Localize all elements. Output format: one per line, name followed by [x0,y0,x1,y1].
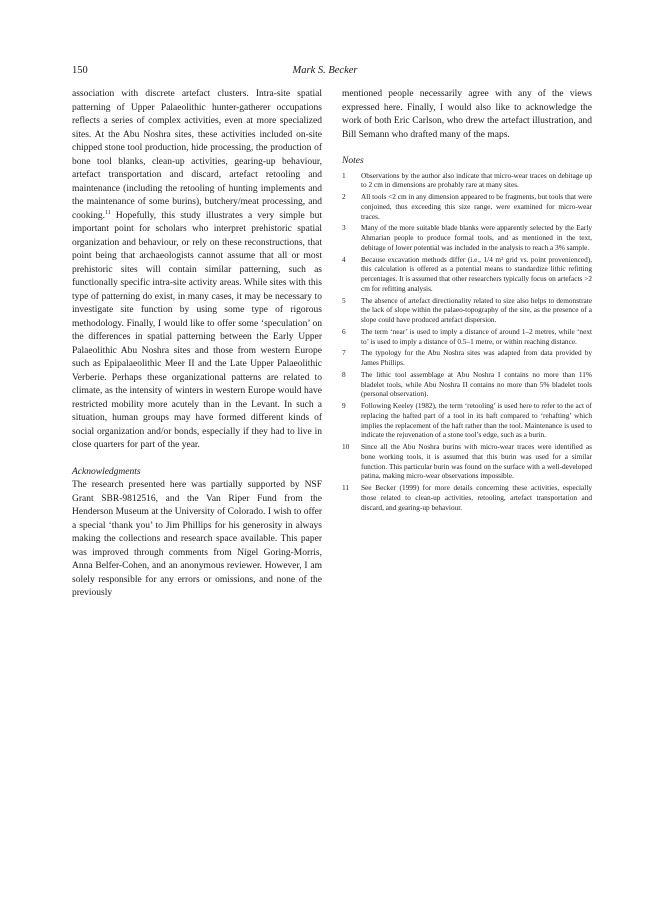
note-item [342,348,592,368]
page-number: 150 [72,65,88,76]
note-item [342,192,592,221]
note-number: 1 [342,170,346,180]
note-number: 5 [342,295,346,305]
running-head: Mark S. Becker [292,65,358,76]
acknowledgments-text-cont: mentioned people necessarily agree with any of the views expressed here. Finally, I would also like to acknowledge the work of both Eric Carlson, who drew the artefact illustration, and Bill Semann who drafted many of the maps. [342,89,592,140]
note-text: See Becker (1999) for more details concerning these activities, especially those related to clean-up activities, retooling, artefact transportation and discard, and gearing-up behaviour. [361,483,592,512]
note-text: All tools <2 cm in any dimension appeared to be fragments, but tools that were conjoined, thus exceeding this size range, were examined for micro-wear traces. [361,192,592,221]
note-item [342,442,592,481]
note-number: 10 [342,442,350,451]
note-text: Observations by the author also indicate that micro-wear traces on debitage up to 2 cm in dimensions are probably rare at many sites. [361,170,592,190]
note-number: 4 [342,254,346,264]
note-text: The typology for the Abu Noshra sites was adapted from data provided by James Phillips. [361,348,592,367]
notes-heading: Notes [342,156,364,166]
footnote-ref[interactable]: 11 [104,209,111,216]
note-item [342,483,592,512]
note-text: Since all the Abu Noshra burins with micro-wear traces were identified as bone working tools, it is assumed that this burin was used for a similar function. This particular burin was found on the surface with a well-developed patina, making micro-wear observations impossible. [361,442,592,481]
note-item [342,171,592,191]
note-item [342,401,592,440]
note-text: The absence of artefact directionality related to size also helps to demonstrate the lack of slope within the palaeo-topography of the site, as the presence of a slope could have produced artefact dispersion. [361,295,592,324]
note-number: 3 [342,223,346,233]
note-item [342,223,592,252]
note-text: Many of the more suitable blade blanks were apparently selected by the Early Ahmarian people to produce formal tools, and as mentioned in the text, debitage of lower potential was included in the analysis to reach a 3% sample. [361,223,592,252]
note-text: The lithic tool assemblage at Abu Noshra I contains no more than 11% bladelet tools, while Abu Noshra II contains no more than 5% bladelet tools (personal observation). [361,369,592,399]
notes-list [342,171,592,513]
note-text: Following Keeley (1982), the term ‘retooling’ is used here to refer to the act of replacing the hafted part of a tool in its haft compared to ‘rehafting’ which implies the replacement of the haft rather than the tool. Maintenance is used to indicate the rejuvenation of a stone tool’s edge, such as a burin. [361,401,592,440]
note-number: 9 [342,401,346,410]
page-header [72,65,578,79]
note-number: 6 [342,326,346,336]
note-item [342,255,592,294]
right-column [342,88,592,512]
body-text-cont: Hopefully, this study illustrates a very simple but important point for scholars who interpret prehistoric spatial organization and behaviour, or rely on these reconstructions, that point being that archaeologists cannot assume that all or most prehistoric sites will contain similar patterning, such as functionally specific intra-site activity areas. While sites with this type of patterning do exist, in many cases, it may be necessary to investigate site function by using some type of rigorous methodology. Finally, I would like to offer some ‘speculation’ on the differences in spatial patterning between the Early Upper Palaeolithic Abu Noshra sites and those from western Europe such as Epipalaeolithic Meer II and the Late Upper Palaeolithic Verberie. Perhaps these organizational patterns are related to climate, as the intensity of winters in western Europe would have restricted mobility more acutely than in the Levant. In such a situation, human groups may have formed different kinds of social organization and/or bonds, especially if they had to live in close quarters for part of the year. [72,210,322,450]
note-number: 2 [342,192,346,201]
note-number: 11 [342,483,350,492]
note-text: Because excavation methods differ (i.e., 1/4 m² grid vs. point provenienced), this calculation is offered as a potential means to standardize lithic refitting percentages. It is assumed that other researchers typically focus on artefacts >2 cm for refitting analysis. [361,254,592,293]
note-number: 8 [342,369,346,379]
acknowledgments-heading: Acknowledgments [72,466,141,477]
note-text: The term ‘near’ is used to imply a distance of around 1–2 metres, while ‘next to’ is used to imply a distance of 0.5–1 metre, or within reaching distance. [361,326,592,346]
acknowledgments-text: The research presented here was partially supported by NSF Grant SBR-9812516, and the Van Riper Fund from the Henderson Museum at the University of Colorado. I wish to offer a special ‘thank you’ to Jim Phillips for his generosity in always making the collections and research space available. This paper was improved through comments from Nigel Goring-Morris, Anna Belfer-Cohen, and an anonymous reviewer. However, I am solely responsible for any errors or omissions, and none of the previously [72,480,322,598]
note-item [342,327,592,347]
note-item [342,370,592,399]
note-number: 7 [342,348,346,358]
body-text: association with discrete artefact clusters. Intra-site spatial patterning of Upper Palaeolithic hunter-gatherer occupations reflects a series of complex activities, even at more specialized sites. At the Abu Noshra sites, these activities included on-site chipped stone tool production, hide processing, the production of bone tool blanks, clean-up activities, gearing-up behaviour, artefact transportation and discard, artefact retooling and maintenance (including the retooling of hunting implements and the maintenance of some burins), butchery/meat processing, and cooking. [72,89,322,221]
left-column [72,88,322,601]
body-paragraph [72,88,322,453]
note-item [342,296,592,325]
